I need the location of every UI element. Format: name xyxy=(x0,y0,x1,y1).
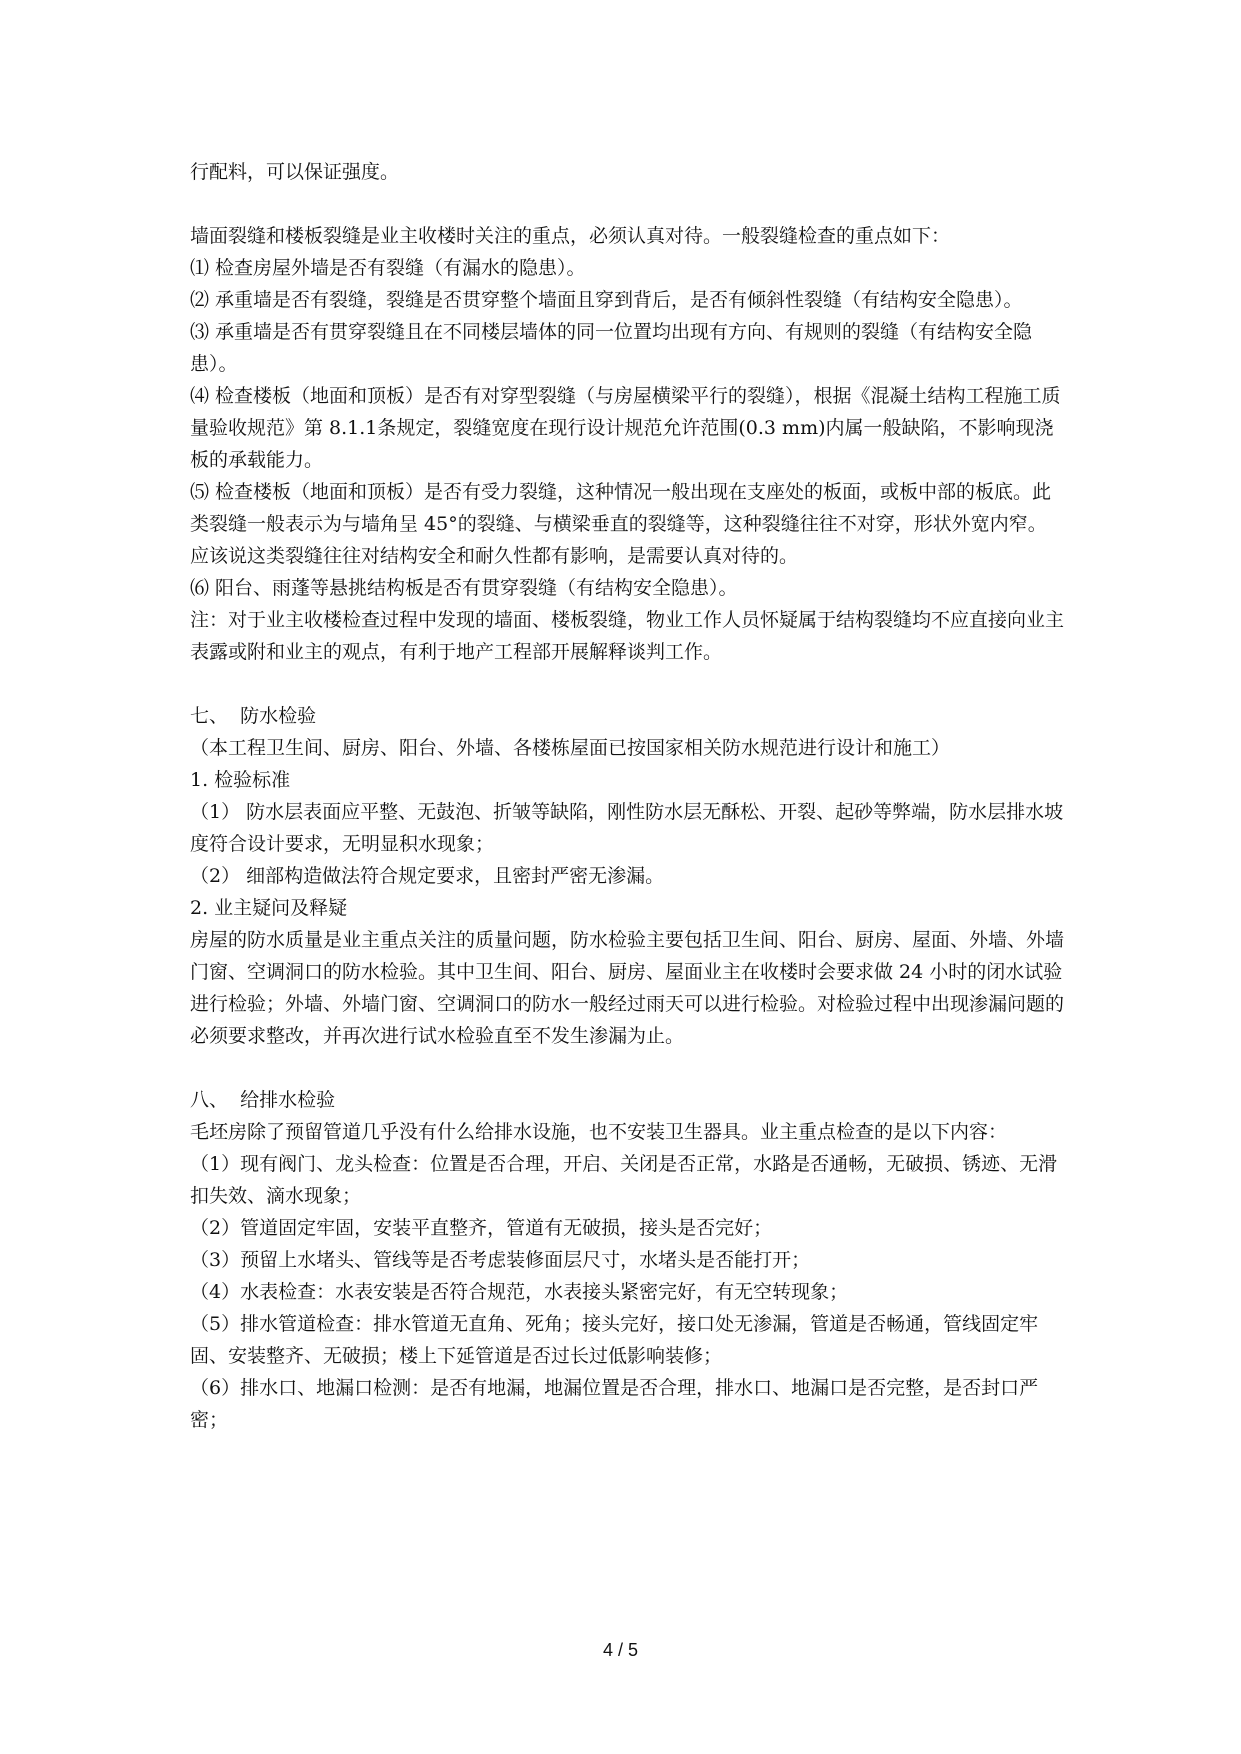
paragraph: 毛坯房除了预留管道几乎没有什么给排水设施，也不安装卫生器具。业主重点检查的是以下内容： xyxy=(190,1121,1008,1143)
list-item: （1）现有阀门、龙头检查：位置是否合理，开启、关闭是否正常，水路是否通畅，无破损、锈迹、无滑扣失效、滴水现象； xyxy=(190,1153,1058,1207)
list-item: （2） 细部构造做法符合规定要求，且密封严密无渗漏。 xyxy=(190,865,665,887)
list-item: （2）管道固定牢固，安装平直整齐，管道有无破损，接头是否完好； xyxy=(190,1217,773,1239)
list-item: （3）预留上水堵头、管线等是否考虑装修面层尺寸，水堵头是否能打开； xyxy=(190,1249,811,1271)
section-heading-waterproof: 七、 防水检验 xyxy=(190,705,317,727)
list-item: （5）排水管道检查：排水管道无直角、死角；接头完好，接口处无渗漏，管道是否畅通，管线固定牢固、安装整齐、无破损；楼上下延管道是否过长过低影响装修； xyxy=(190,1313,1039,1367)
paragraph: 行配料，可以保证强度。 xyxy=(190,161,400,183)
paragraph: 房屋的防水质量是业主重点关注的质量问题，防水检验主要包括卫生间、阳台、厨房、屋面、外墙、外墙门窗、空调洞口的防水检验。其中卫生间、阳台、厨房、屋面业主在收楼时会要求做 24 小时的闭水试验进行检验；外墙、外墙门窗、空调洞口的防水一般经过雨天可以进行检验。对检验过程中出现渗漏问题的必须要求整改，并再次进行试水检验直至不发生渗漏为止。 xyxy=(190,929,1065,1047)
list-item: ⑸ 检查楼板（地面和顶板）是否有受力裂缝，这种情况一般出现在支座处的板面，或板中部的板底。此类裂缝一般表示为与墙角呈 45°的裂缝、与横梁垂直的裂缝等，这种裂缝往往不对穿，形状外宽内窄。应该说这类裂缝往往对结构安全和耐久性都有影响，是需要认真对待的。 xyxy=(190,481,1052,567)
paragraph-spacer xyxy=(190,668,1064,700)
subsection-heading: 1. 检验标准 xyxy=(190,769,291,791)
list-item: ⑴ 检查房屋外墙是否有裂缝（有漏水的隐患）。 xyxy=(190,257,586,279)
paragraph-spacer xyxy=(190,188,1064,220)
paragraph-spacer xyxy=(190,1052,1064,1084)
list-item: （6）排水口、地漏口检测：是否有地漏，地漏位置是否合理，排水口、地漏口是否完整，是否封口严密； xyxy=(190,1377,1039,1431)
list-item: （4）水表检查：水表安装是否符合规范，水表接头紧密完好，有无空转现象； xyxy=(190,1281,849,1303)
list-item: （1） 防水层表面应平整、无鼓泡、折皱等缺陷，刚性防水层无酥松、开裂、起砂等弊端，防水层排水坡度符合设计要求，无明显积水现象； xyxy=(190,801,1064,855)
list-item: ⑷ 检查楼板（地面和顶板）是否有对穿型裂缝（与房屋横梁平行的裂缝），根据《混凝土结构工程施工质量验收规范》第 8.1.1条规定，裂缝宽度在现行设计规范允许范围(0.3 mm)内属一般缺陷，不影响现浇板的承载能力。 xyxy=(190,385,1061,471)
paragraph: （本工程卫生间、厨房、阳台、外墙、各楼栋屋面已按国家相关防水规范进行设计和施工） xyxy=(190,737,951,759)
document-body xyxy=(190,156,1064,1436)
note-paragraph: 注：对于业主收楼检查过程中发现的墙面、楼板裂缝，物业工作人员怀疑属于结构裂缝均不应直接向业主表露或附和业主的观点，有利于地产工程部开展解释谈判工作。 xyxy=(190,609,1065,663)
list-item: ⑶ 承重墙是否有贯穿裂缝且在不同楼层墙体的同一位置均出现有方向、有规则的裂缝（有结构安全隐患）。 xyxy=(190,321,1033,375)
list-item: ⑵ 承重墙是否有裂缝，裂缝是否贯穿整个墙面且穿到背后，是否有倾斜性裂缝（有结构安全隐患）。 xyxy=(190,289,1023,311)
list-item: ⑹ 阳台、雨蓬等悬挑结构板是否有贯穿裂缝（有结构安全隐患）。 xyxy=(190,577,738,599)
page-number: 4 / 5 xyxy=(602,1640,639,1660)
section-heading-plumbing: 八、 给排水检验 xyxy=(190,1089,336,1111)
paragraph: 墙面裂缝和楼板裂缝是业主收楼时关注的重点，必须认真对待。一般裂缝检查的重点如下： xyxy=(190,225,951,247)
subsection-heading: 2. 业主疑问及释疑 xyxy=(190,897,348,919)
